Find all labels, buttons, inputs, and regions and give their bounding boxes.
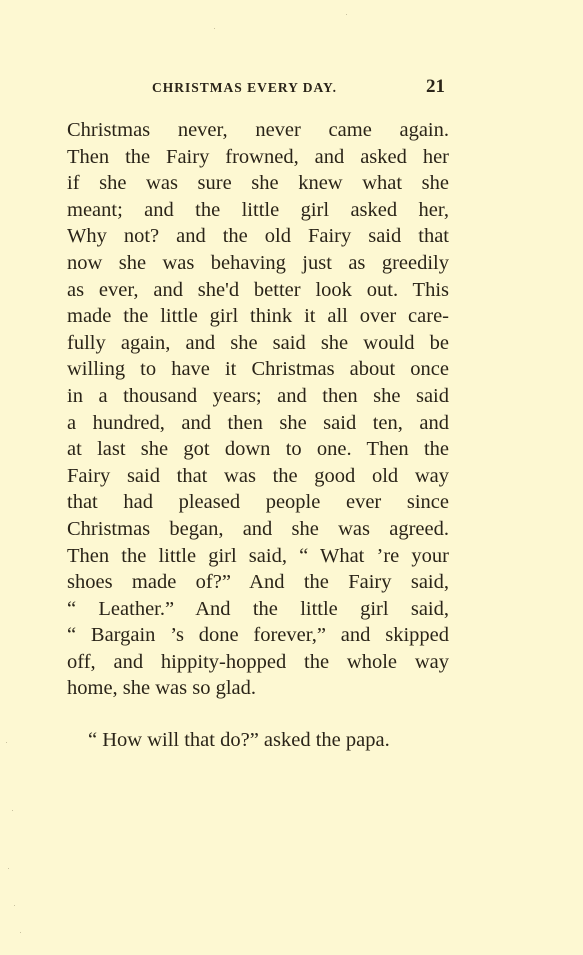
text-line: as ever, and she'd better look out. This [67,278,449,301]
text-line: willing to have it Christmas about once [67,358,449,381]
text-line: if she was sure she knew what she [67,172,449,195]
text-line: “ Leather.” And the little girl said, [67,597,449,620]
running-header [0,78,583,100]
paragraph [67,727,449,754]
paragraph [67,117,449,702]
running-title: CHRISTMAS EVERY DAY. [152,80,337,95]
text-line: Why not? and the old Fairy said that [67,225,449,248]
text-line: home, she was so glad. [67,677,257,700]
text-line: shoes made of?” And the Fairy said, [67,571,449,594]
text-line: Christmas began, and she was agreed. [67,517,449,540]
text-line: Then the little girl said, “ What ’re your [67,544,449,567]
text-line: off, and hippity-hopped the whole way [67,650,449,673]
text-line: that had pleased people ever since [67,491,449,514]
text-line: made the little girl think it all over care- [67,305,449,328]
text-line: a hundred, and then she said ten, and [67,411,449,434]
text-line: Then the Fairy frowned, and asked her [67,145,449,168]
text-line: Christmas never, never came again. [67,119,449,141]
text-line: Fairy said that was the good old way [67,464,449,487]
text-line: now she was behaving just as greedily [67,251,449,274]
text-line: “ How will that do?” asked the papa. [88,729,390,752]
text-line: fully again, and she said she would be [67,331,449,354]
text-line: “ Bargain ’s done forever,” and skipped [67,624,449,647]
text-line: meant; and the little girl asked her, [67,198,449,221]
body-text [67,117,449,754]
text-line: at last she got down to one. Then the [67,438,449,461]
page-number: 21 [426,76,445,97]
text-line: in a thousand years; and then she said [67,384,449,407]
